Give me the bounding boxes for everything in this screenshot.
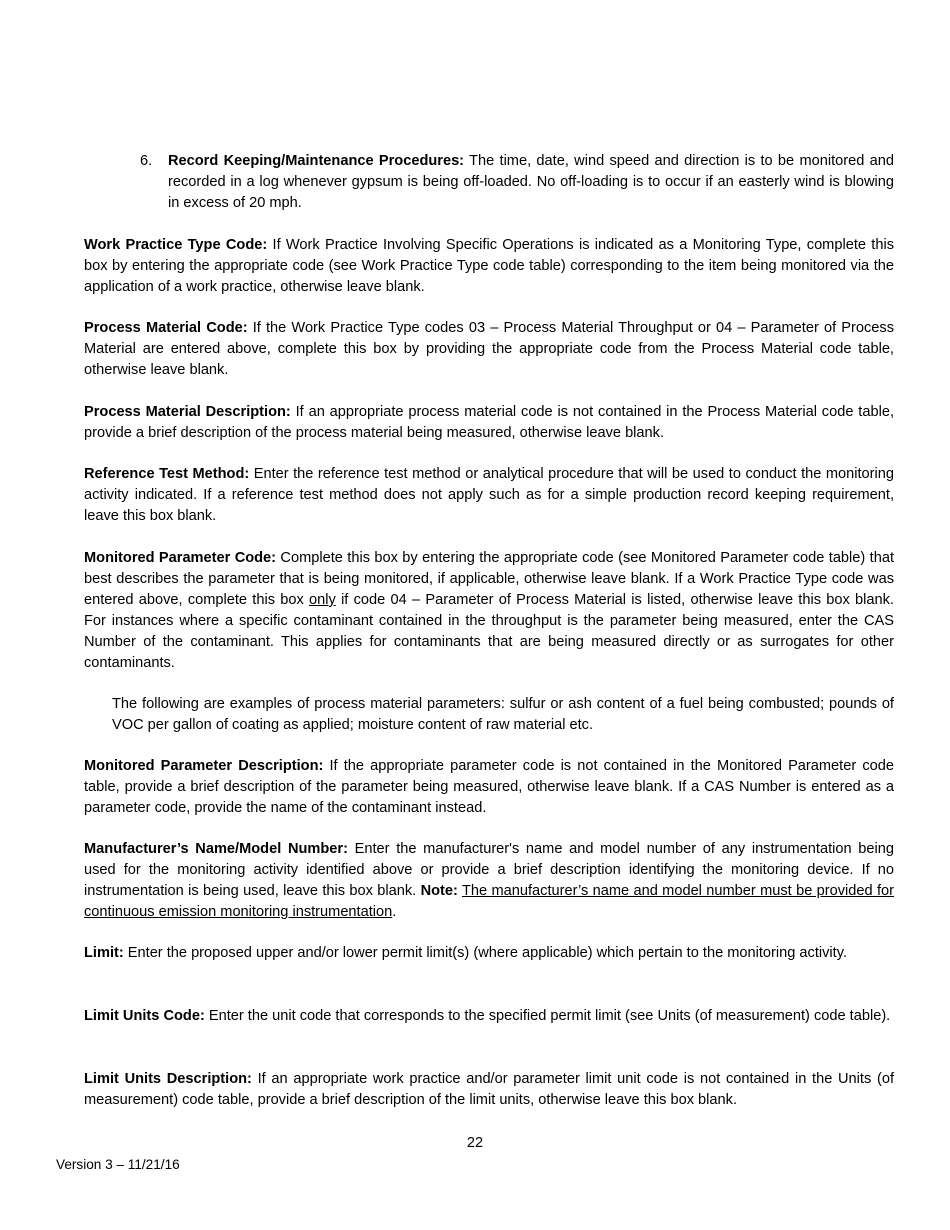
note-text: The manufacturer’s name and model number must be provided for continuous emission monitoring instrumentation [84, 883, 895, 920]
limit-units-description-heading: Limit Units Description: [84, 1071, 252, 1087]
list-item-body [168, 151, 894, 214]
process-material-code-paragraph [84, 318, 894, 381]
work-practice-text: If Work Practice Involving Specific Operations is indicated as a Monitoring Type, complete this box by entering the appropriate code (see Work Practice Type code table) corresponding to the item being monitored via the application of a work practice, otherwise leave blank. [84, 237, 894, 295]
manufacturer-text: Enter the manufacturer's name and model number of any instrumentation being used for the monitoring activity identified above or provide a brief description identifying the monitoring device. If no instrumentation is being used, leave this box blank. [84, 841, 894, 899]
process-material-code-heading: Process Material Code: [84, 320, 248, 336]
process-material-code-text: If the Work Practice Type codes 03 – Process Material Throughput or 04 – Parameter of Process Material are entered above, complete this box by providing the appropriate code from the Process Material code table, otherwise leave blank. [84, 320, 894, 378]
record-keeping-heading: Record Keeping/Maintenance Procedures: [168, 153, 465, 169]
monitored-parameter-description-text: If the appropriate parameter code is not contained in the Monitored Parameter code table, provide a brief description of the parameter being measured, otherwise leave blank. If a CAS Number is entered as a parameter code, provide the name of the contaminant instead. [84, 758, 894, 816]
process-material-description-text: If an appropriate process material code is not contained in the Process Material code table, provide a brief description of the process material being measured, otherwise leave blank. [84, 404, 894, 441]
limit-units-code-heading: Limit Units Code: [84, 1008, 205, 1024]
note-label: Note: [420, 883, 458, 899]
list-number: 6. [140, 153, 153, 169]
manufacturer-heading: Manufacturer’s Name/Model Number: [84, 841, 348, 857]
note-period: . [392, 904, 397, 920]
examples-paragraph [112, 694, 894, 736]
limit-paragraph [84, 943, 894, 964]
monitored-parameter-code-text-2: if code 04 – Parameter of Process Material is listed, otherwise leave this box blank. For instances where a specific contaminant contained in the throughput is the parameter being measured, enter the CAS Number of the contaminant. This applies for contaminants that are being measured directly or as surrogates for other contaminants. [84, 592, 894, 671]
process-material-description-heading: Process Material Description: [84, 404, 291, 420]
record-keeping-text: The time, date, wind speed and direction is to be monitored and recorded in a log whenever gypsum is being off-loaded. No off-loading is to occur if an easterly wind is blowing in excess of 20 mph. [168, 153, 894, 211]
version-label: Version 3 – 11/21/16 [56, 1157, 180, 1172]
monitored-parameter-code-text-1: Complete this box by entering the appropriate code (see Monitored Parameter code table) that best describes the parameter that is being monitored, if applicable, otherwise leave blank. If a Work Practice Type code was entered above, complete this box [84, 550, 894, 608]
list-item-6 [140, 151, 894, 214]
examples-text: The following are examples of process material parameters: sulfur or ash content of a fuel being combusted; pounds of VOC per gallon of coating as applied; moisture content of raw material etc. [112, 696, 894, 733]
reference-test-method-paragraph [84, 464, 894, 527]
limit-units-description-paragraph [84, 1069, 894, 1111]
monitored-parameter-code-heading: Monitored Parameter Code: [84, 550, 277, 566]
manufacturer-paragraph [84, 839, 894, 923]
work-practice-heading: Work Practice Type Code: [84, 237, 268, 253]
limit-units-code-text: Enter the unit code that corresponds to the specified permit limit (see Units (of measurement) code table). [204, 1008, 891, 1024]
limit-units-description-text: If an appropriate work practice and/or parameter limit unit code is not contained in the Units (of measurement) code table, provide a brief description of the limit units, otherwise leave this box blank. [84, 1071, 895, 1108]
limit-units-code-paragraph [84, 1006, 894, 1027]
limit-heading: Limit: [84, 945, 124, 961]
monitored-parameter-code-paragraph [84, 548, 894, 674]
page-number: 22 [466, 1135, 484, 1151]
reference-test-method-heading: Reference Test Method: [84, 466, 250, 482]
reference-test-method-text: Enter the reference test method or analytical procedure that will be used to conduct the monitoring activity indicated. If a reference test method does not apply such as for a simple production record keeping requirement, leave this box blank. [84, 466, 895, 524]
process-material-description-paragraph [84, 402, 894, 444]
monitored-parameter-description-heading: Monitored Parameter Description: [84, 758, 324, 774]
work-practice-paragraph [84, 235, 894, 298]
limit-text: Enter the proposed upper and/or lower permit limit(s) (where applicable) which pertain to the monitoring activity. [123, 945, 848, 961]
only-emphasis: only [309, 592, 336, 608]
monitored-parameter-description-paragraph [84, 756, 894, 819]
